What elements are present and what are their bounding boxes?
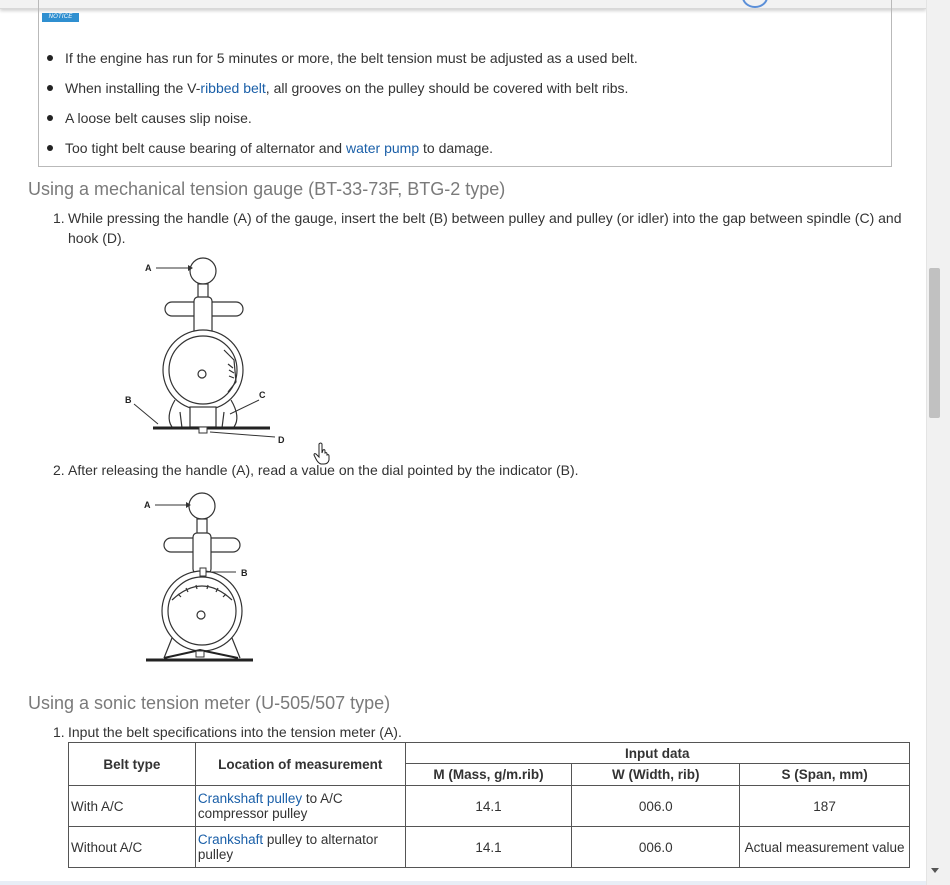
section-heading-mechanical: Using a mechanical tension gauge (BT-33-73F, BTG-2 type) [28,179,506,199]
ribbed-belt-link[interactable]: ribbed belt [200,80,266,96]
notice-item: A loose belt causes slip noise. [39,107,638,137]
notice-item: When installing the V-ribbed belt, all grooves on the pulley should be covered with belt ribs. [39,77,638,107]
figure-label-b: B [241,568,248,578]
figure-label-c: C [259,390,266,400]
figure-label-a: A [144,500,151,510]
bullet-icon [47,55,53,61]
notice-item: If the engine has run for 5 minutes or more, the belt tension must be adjusted as a used belt. [39,47,638,77]
vertical-scrollbar[interactable] [926,0,950,885]
bullet-icon [47,115,53,121]
belt-spec-table [68,742,910,868]
tension-gauge-insert-figure [120,252,300,447]
header-width: W (Width, rib) [572,764,740,786]
section-heading-sonic: Using a sonic tension meter (U-505/507 type) [28,693,391,713]
crankshaft-pulley-link[interactable]: Crankshaft pulley [197,791,303,806]
crankshaft-link[interactable]: Crankshaft [197,832,264,847]
step-2-mechanical: 2. After releasing the handle (A), read a value on the dial pointed by the indicator (B). [53,462,579,478]
header-span: S (Span, mm) [740,764,910,786]
figure-label-d: D [278,435,285,445]
water-pump-link[interactable]: water pump [345,140,420,156]
notice-tag: NOTICE [42,13,79,22]
table-row: With A/C Crankshaft pulley to A/C compressor pulley 14.1 006.0 187 [69,786,910,827]
scroll-down-arrow-icon[interactable] [931,868,939,873]
bottom-bar [0,881,926,885]
scrollbar-thumb[interactable] [929,268,940,418]
figure-label-b: B [125,395,132,405]
table-row: Without A/C Crankshaft pulley to alternator pulley 14.1 006.0 Actual measurement value [69,827,910,868]
header-location: Location of measurement [195,743,405,786]
header-input-data: Input data [405,743,909,764]
tension-gauge-dial-figure [120,488,270,668]
figure-label-a: A [145,263,152,273]
notice-item: Too tight belt cause bearing of alternator and water pump to damage. [39,137,638,167]
bullet-icon [47,145,53,151]
header-belt-type: Belt type [69,743,196,786]
step-1-mechanical: 1. While pressing the handle (A) of the gauge, insert the belt (B) between pulley and pulley (or idler) into the gap between spindle (C) and hook (D). [53,210,902,246]
header-mass: M (Mass, g/m.rib) [405,764,572,786]
step-1-sonic: 1. Input the belt specifications into the tension meter (A). [53,724,402,740]
bullet-icon [47,85,53,91]
notice-box [38,0,892,167]
notice-list [39,47,638,167]
